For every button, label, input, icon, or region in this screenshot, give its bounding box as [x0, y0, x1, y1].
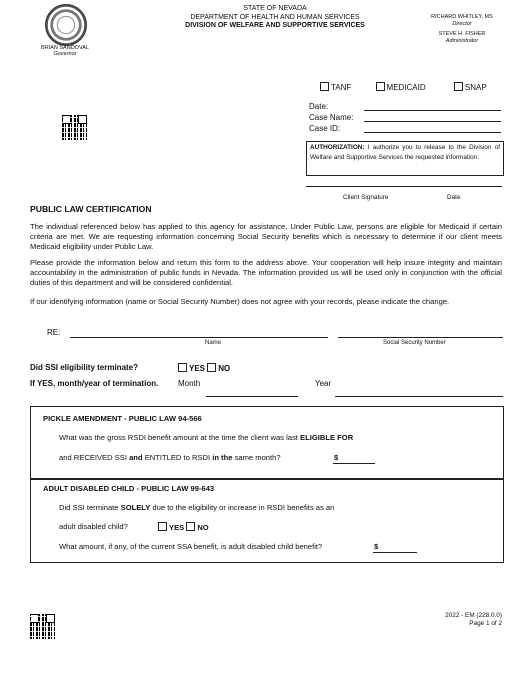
division-name: DIVISION OF WELFARE AND SUPPORTIVE SERVICES — [185, 22, 365, 29]
tanf-option[interactable]: TANF — [320, 83, 351, 92]
director-name: RICHARD WHITLEY, MS — [431, 14, 493, 20]
pickle-amount-field[interactable] — [333, 463, 375, 464]
adc-question-3: What amount, if any, of the current SSA benefit, is adult disabled child benefit? — [59, 542, 323, 551]
ssi-options — [178, 363, 230, 373]
adc-no-checkbox[interactable] — [186, 522, 195, 531]
paragraph-change: If our identifying information (name or Social Security Number) does not agree with your records, please indicate the change. — [30, 297, 450, 306]
ssn-field[interactable] — [338, 337, 503, 338]
authorization-text: AUTHORIZATION: I authorize you to release to the Division of Welfare and Supportive Services the requested information. — [310, 144, 500, 161]
administrator-title: Administrator — [445, 38, 479, 44]
department-name: DEPARTMENT OF HEALTH AND HUMAN SERVICES — [190, 13, 360, 21]
adc-yes-option[interactable]: YES — [158, 523, 184, 532]
year-label: Year — [315, 379, 332, 388]
program-checkboxes — [320, 82, 487, 92]
case-id-label: Case ID: — [309, 124, 341, 133]
qr-code-top — [62, 115, 87, 140]
page-number: Page 1 of 2 — [469, 620, 502, 627]
signature-date-label: Date — [447, 194, 461, 201]
state-name: STATE OF NEVADA — [243, 5, 307, 12]
month-field[interactable] — [206, 396, 298, 397]
ssi-no-option[interactable]: NO — [207, 364, 230, 373]
adc-amount-field[interactable] — [373, 552, 417, 553]
adc-title: ADULT DISABLED CHILD - PUBLIC LAW 99-643 — [43, 484, 215, 493]
adc-dollar-sign: $ — [374, 542, 379, 551]
ssn-label: Social Security Number — [383, 340, 446, 346]
governor-name: BRIAN SANDOVAL — [41, 45, 89, 51]
director-title: Director — [452, 21, 472, 27]
adc-question-1: Did SSI terminate SOLELY due to the eligibility or increase in RSDI benefits as an — [59, 503, 335, 512]
case-name-field[interactable] — [364, 121, 501, 122]
client-signature-label: Client Signature — [343, 194, 389, 201]
snap-checkbox[interactable] — [454, 82, 463, 91]
ssi-question: Did SSI eligibility terminate? — [30, 363, 139, 372]
ssi-yes-checkbox[interactable] — [178, 363, 187, 372]
date-field[interactable] — [364, 110, 501, 111]
adc-no-option[interactable]: NO — [186, 523, 208, 532]
case-name-label: Case Name: — [309, 113, 354, 122]
qr-code-bottom — [30, 614, 55, 639]
ssi-no-checkbox[interactable] — [207, 363, 216, 372]
page-title: PUBLIC LAW CERTIFICATION — [30, 204, 152, 214]
form-id: 2022 - EM (228.0.0) — [445, 612, 502, 619]
medicaid-option[interactable]: MEDICAID — [376, 83, 426, 92]
termination-question: If YES, month/year of termination. — [30, 379, 159, 388]
date-label: Date: — [309, 102, 329, 111]
re-label: RE: — [47, 328, 61, 337]
year-field[interactable] — [335, 396, 503, 397]
pickle-question-1: What was the gross RSDI benefit amount at the time the client was last ELIGIBLE FOR — [59, 433, 354, 442]
paragraph-instructions: Please provide the information below and return this form to the address above. Your cooperation will help insure integrity and maintain accountability in the administration of public funds in Nevada. The information provided us will be used only in conjunction with the official duties of this department and will be considered confidential. — [30, 258, 502, 287]
name-label: Name — [205, 340, 222, 346]
ssi-yes-option[interactable]: YES — [178, 364, 205, 373]
governor-title: Governor — [53, 51, 77, 57]
case-info — [309, 101, 353, 134]
paragraph-intro: The individual referenced below has applied to this agency for assistance. Under Public Law, persons are eligible for Medicaid if certain criteria are met. We are requesting information concerning Social Security benefits which is necessary to determine if our client meets Medicaid eligibility under Public Law. — [30, 222, 502, 251]
agency-header — [140, 5, 410, 31]
tanf-checkbox[interactable] — [320, 82, 329, 91]
pickle-dollar-sign: $ — [334, 453, 339, 462]
adc-yes-checkbox[interactable] — [158, 522, 167, 531]
authorization-box — [306, 141, 504, 176]
case-id-field[interactable] — [364, 132, 501, 133]
footer-info — [420, 612, 502, 628]
adc-options — [158, 522, 209, 532]
officials-block — [420, 14, 504, 45]
administrator-name: STEVE H. FISHER — [438, 31, 486, 37]
governor-block — [30, 45, 100, 57]
state-seal — [45, 4, 87, 46]
month-label: Month — [178, 379, 201, 388]
pickle-title: PICKLE AMENDMENT - PUBLIC LAW 94-566 — [43, 414, 202, 423]
snap-option[interactable]: SNAP — [454, 83, 487, 92]
adc-question-2: adult disabled child? — [59, 522, 128, 531]
pickle-question-2: and RECEIVED SSI and ENTITLED to RSDI in the same month? — [59, 453, 281, 462]
client-signature-field[interactable] — [306, 186, 502, 187]
medicaid-checkbox[interactable] — [376, 82, 385, 91]
client-name-field[interactable] — [70, 337, 328, 338]
